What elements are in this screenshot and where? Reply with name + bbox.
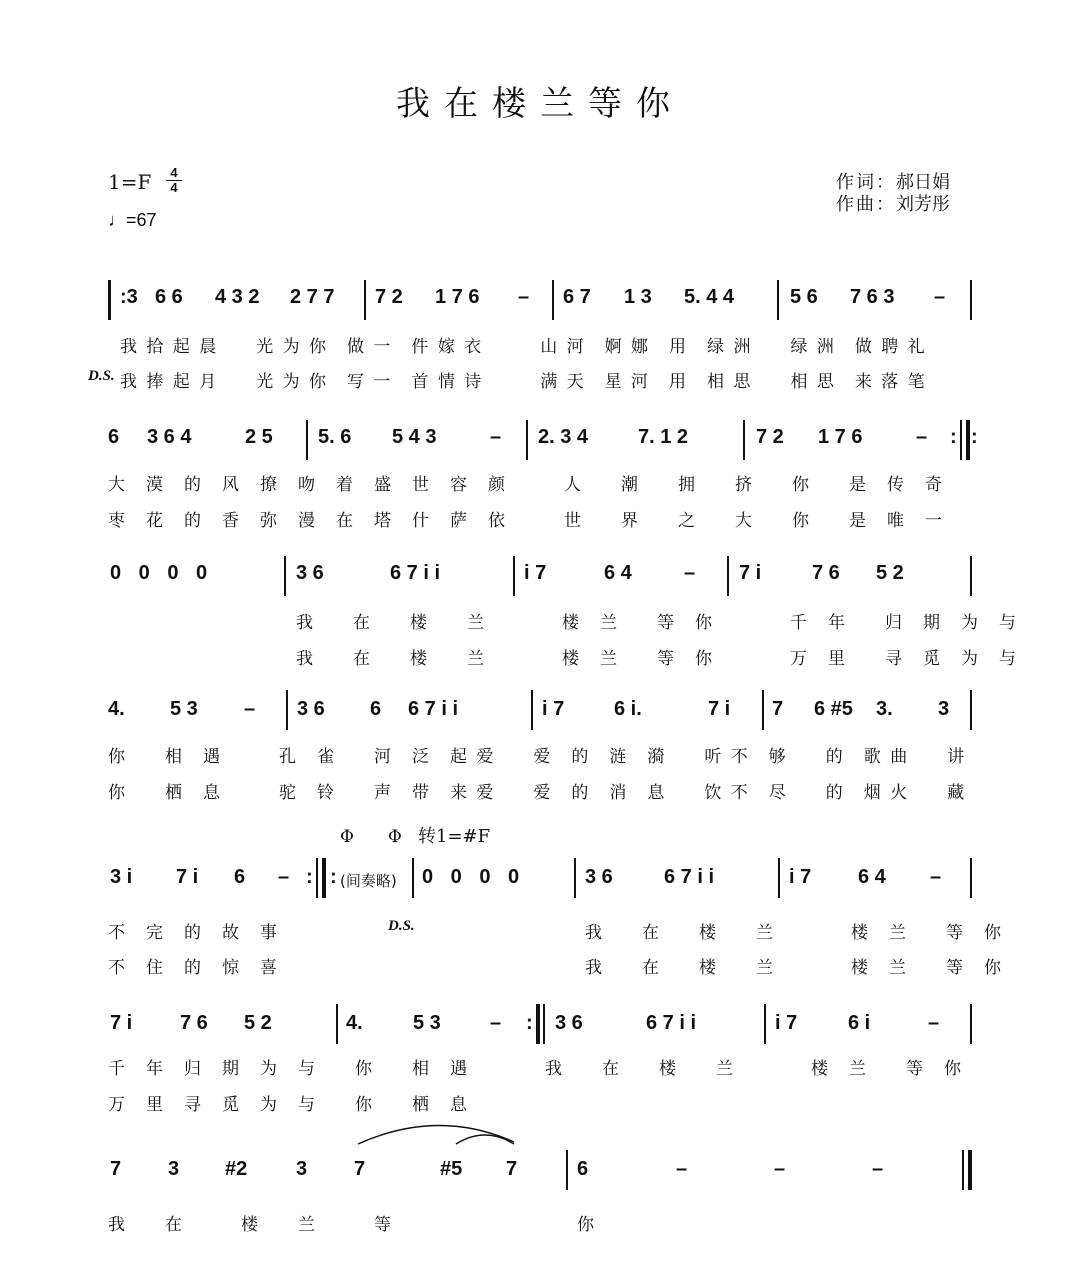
barline (727, 556, 729, 596)
note-group: 6 (577, 1158, 589, 1180)
lyricist-label: 作词： (836, 172, 896, 193)
segno-mark: Φ Φ (340, 827, 402, 847)
note-group: 6 (370, 698, 382, 720)
note-group: 2. 3 4 (538, 426, 589, 448)
note-group: 6 i (848, 1012, 871, 1034)
note-group: 7 2 (375, 286, 403, 308)
note-group: 6 4 (604, 562, 632, 584)
note-group: – (916, 426, 928, 448)
lyrics-verse-1: 不 完 的 故 事 (108, 923, 279, 943)
note-group: i 7 (524, 562, 547, 584)
repeat-start-sign: : (971, 426, 978, 448)
ds-marking: D.S. (88, 368, 115, 384)
composer-credit (836, 190, 950, 216)
note-group: 7 i (110, 1012, 133, 1034)
note-group: 3 (296, 1158, 308, 1180)
repeat-end-barline-thick (536, 1004, 540, 1044)
repeat-end-barline (316, 858, 318, 898)
note-group: #5 (440, 1158, 463, 1180)
note-group: 0 0 0 0 (110, 562, 214, 584)
note-group: 2 7 7 (290, 286, 335, 308)
note-group: – (518, 286, 530, 308)
note-group: 6 #5 (814, 698, 853, 720)
note-group: #2 (225, 1158, 248, 1180)
note-group: – (934, 286, 946, 308)
note-group: 6 7 i i (408, 698, 459, 720)
composer-label: 作曲： (836, 194, 896, 215)
note-group: 4. (108, 698, 125, 720)
note-group: 5 3 (413, 1012, 441, 1034)
modulation-marking: 转1=#F (418, 826, 491, 847)
lyrics-verse-2: 你 栖 息 驼 铃 声 带 来 爱 爱 的 消 息 饮 不 尽 的 烟 火 藏 (108, 783, 967, 803)
barline (970, 690, 972, 730)
note-group: 3 i (110, 866, 133, 888)
note-group: 7 2 (756, 426, 784, 448)
note-group: 3 6 (585, 866, 613, 888)
final-barline-thin (962, 1150, 964, 1190)
note-group: – (676, 1158, 688, 1180)
note-group: 7. 1 2 (638, 426, 689, 448)
lyrics-verse-1-final: 你 (577, 1215, 596, 1235)
note-group: – (490, 1012, 502, 1034)
barline (286, 690, 288, 730)
repeat-start-sign: : (330, 866, 337, 888)
barline (764, 1004, 766, 1044)
note-group: 4 3 2 (215, 286, 260, 308)
lyrics-verse-1: 千 年 归 期 为 与 你 相 遇 我 在 楼 兰 楼 兰 等 你 (108, 1059, 963, 1079)
slur-arcs (0, 1122, 1080, 1162)
note-group: – (684, 562, 696, 584)
barline (970, 280, 972, 320)
note-group: 6 7 i i (664, 866, 715, 888)
note-group: 7 6 3 (850, 286, 895, 308)
note-group: 6 7 i i (646, 1012, 697, 1034)
note-group: 4. (346, 1012, 363, 1034)
note-group: 6 7 i i (390, 562, 441, 584)
note-group: 3 6 4 (147, 426, 192, 448)
barline (777, 280, 779, 320)
note-group: 3 6 (297, 698, 325, 720)
lyricist-name: 郝日娟 (896, 172, 950, 193)
lyrics-verse-2: 我 捧 起 月 光 为 你 写 一 首 情 诗 满 天 星 河 用 相 思 相 思 来 落 笔 (120, 372, 927, 392)
tempo-marking: ♩=67 (108, 210, 157, 230)
song-title: 我在楼兰等你 (396, 84, 684, 124)
note-group: 1 7 6 (435, 286, 480, 308)
lyrics-verse-1: 我 在 楼 兰 楼 兰 等 你 千 年 归 期 为 与 (296, 613, 1018, 633)
barline (970, 858, 972, 898)
note-group: 3 (938, 698, 950, 720)
note-group: i 7 (789, 866, 812, 888)
note-group: i 7 (542, 698, 565, 720)
barline (412, 858, 414, 898)
barline (970, 1004, 972, 1044)
note-group: :3 (120, 286, 138, 308)
lyrics-verse-2: 我 在 楼 兰 楼 兰 等 你 万 里 寻 觅 为 与 (296, 649, 1018, 669)
note-group: 7 (354, 1158, 366, 1180)
repeat-end-sign: : (306, 866, 313, 888)
lyrics-verse-1-continued: 我 在 楼 兰 楼 兰 等 你 (585, 923, 1003, 943)
lyrics-verse-2: 不 住 的 惊 喜 (108, 958, 279, 978)
note-group: – (278, 866, 290, 888)
note-group: 3 6 (555, 1012, 583, 1034)
final-barline-thick (968, 1150, 972, 1190)
barline (743, 420, 745, 460)
note-group: – (774, 1158, 786, 1180)
note-group: 7 6 (812, 562, 840, 584)
note-group: 6 i. (614, 698, 642, 720)
ds-marking: D.S. (388, 918, 415, 934)
barline (778, 858, 780, 898)
time-signature-bottom: 4 (170, 180, 178, 195)
note-group: 7 (772, 698, 784, 720)
note-group: – (928, 1012, 940, 1034)
barline (306, 420, 308, 460)
repeat-end-barline-thick (966, 420, 970, 460)
lyrics-verse-2: 枣 花 的 香 弥 漫 在 塔 什 萨 依 世 界 之 大 你 是 唯 一 (108, 511, 944, 531)
barline (970, 556, 972, 596)
lyrics-verse-1: 我 拾 起 晨 光 为 你 做 一 件 嫁 衣 山 河 婀 娜 用 绿 洲 绿 洲 做 聘 礼 (120, 337, 927, 357)
note-group: 3 (168, 1158, 180, 1180)
note-group: 1 3 (624, 286, 652, 308)
note-group: 1 7 6 (818, 426, 863, 448)
barline (566, 1150, 568, 1190)
note-group: 5. 4 4 (684, 286, 735, 308)
note-group: 5 2 (244, 1012, 272, 1034)
note-group: 0 0 0 0 (422, 866, 526, 888)
note-group: 7 i (176, 866, 199, 888)
note-group: – (244, 698, 256, 720)
repeat-end-sign: : (950, 426, 957, 448)
note-group: i 7 (775, 1012, 798, 1034)
note-group: 6 6 (155, 286, 183, 308)
note-group: 3. (876, 698, 893, 720)
repeat-end-barline-thick (322, 858, 326, 898)
note-group: – (930, 866, 942, 888)
barline (531, 690, 533, 730)
repeat-end-barline (960, 420, 962, 460)
barline (762, 690, 764, 730)
note-group: 6 (234, 866, 246, 888)
interlude-omitted-note: (间奏略) (340, 872, 397, 890)
note-group: 7 (110, 1158, 122, 1180)
barline (552, 280, 554, 320)
barline (336, 1004, 338, 1044)
note-group: 6 (108, 426, 120, 448)
time-signature (166, 166, 182, 195)
repeat-end-barline (543, 1004, 545, 1044)
note-group: 7 i (708, 698, 731, 720)
note-group: 5 6 (790, 286, 818, 308)
lyrics-verse-2: 万 里 寻 觅 为 与 你 栖 息 (108, 1095, 469, 1115)
barline (574, 858, 576, 898)
lyrics-verse-1: 大 漠 的 风 撩 吻 着 盛 世 容 颜 人 潮 拥 挤 你 是 传 奇 (108, 475, 944, 495)
note-group: 7 6 (180, 1012, 208, 1034)
repeat-start-barline (108, 280, 111, 320)
barline (364, 280, 366, 320)
key-signature: 1=F (108, 170, 152, 194)
lyrics-verse-2-continued: 我 在 楼 兰 楼 兰 等 你 (585, 958, 1003, 978)
note-group: 5. 6 (318, 426, 352, 448)
lyrics-verse-1: 我 在 楼 兰 等 (108, 1215, 393, 1235)
note-group: 5 3 (170, 698, 198, 720)
barline (284, 556, 286, 596)
note-group: 6 4 (858, 866, 886, 888)
repeat-end-sign: : (526, 1012, 533, 1034)
note-group: 3 6 (296, 562, 324, 584)
time-signature-top: 4 (170, 165, 178, 180)
barline (526, 420, 528, 460)
barline (513, 556, 515, 596)
note-group: 2 5 (245, 426, 273, 448)
note-group: 5 4 3 (392, 426, 437, 448)
note-group: 7 i (739, 562, 762, 584)
lyrics-verse-1: 你 相 遇 孔 雀 河 泛 起 爱 爱 的 涟 漪 听 不 够 的 歌 曲 讲 (108, 747, 967, 767)
note-group: 6 7 (563, 286, 591, 308)
note-group: 7 (506, 1158, 518, 1180)
note-group: 5 2 (876, 562, 904, 584)
note-group: – (872, 1158, 884, 1180)
composer-name: 刘芳彤 (896, 194, 950, 215)
note-group: – (490, 426, 502, 448)
